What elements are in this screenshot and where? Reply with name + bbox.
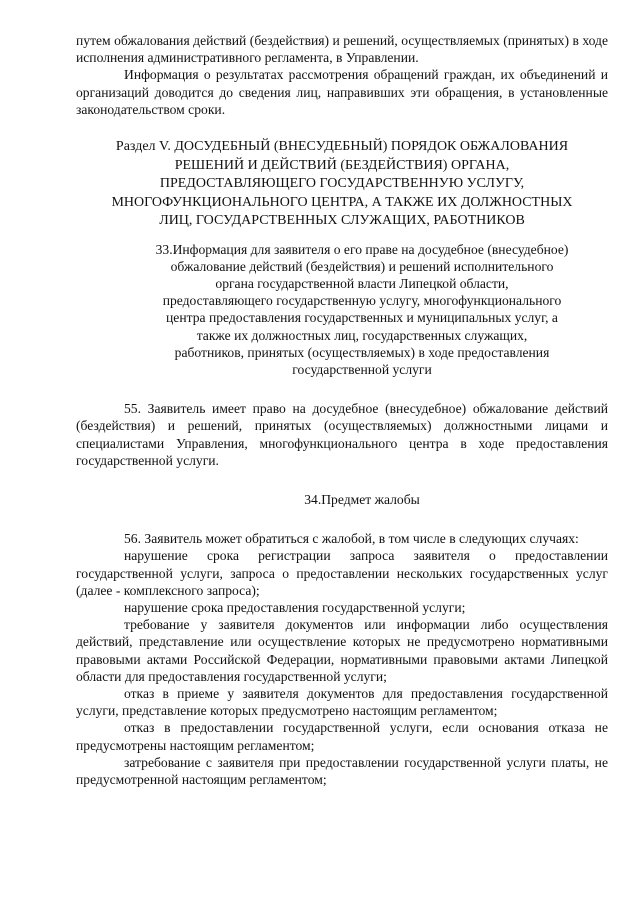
subsection-line: работников, принятых (осуществляемых) в ходе предоставления — [174, 344, 550, 360]
subsection-line: обжалование действий (бездействия) и решений исполнительного — [170, 258, 554, 274]
case-item: отказ в приеме у заявителя документов для предоставления государственной услуги, представление которых предусмотрено настоящим регламентом; — [76, 685, 608, 719]
case-item: отказ в предоставлении государственной услуги, если основания отказа не предусмотрены настоящим регламентом; — [76, 720, 608, 753]
paragraph-continuation: путем обжалования действий (бездействия) и решений, осуществляемых (принятых) в ходе исполнения административного регламента, в Управлении. — [76, 33, 608, 66]
section-title-line: ЛИЦ, ГОСУДАРСТВЕННЫХ СЛУЖАЩИХ, РАБОТНИКОВ — [159, 213, 525, 229]
case-item: нарушение срока предоставления государственной услуги; — [124, 599, 466, 615]
section-title-line: МНОГОФУНКЦИОНАЛЬНОГО ЦЕНТРА, А ТАКЖЕ ИХ ДОЛЖНОСТНЫХ — [111, 194, 573, 210]
subsection-line: государственной услуги — [292, 361, 432, 377]
case-item: затребование с заявителя при предоставлении государственной услуги платы, не предусмотренной настоящим регламентом; — [76, 754, 608, 787]
section-title-line: РЕШЕНИЙ И ДЕЙСТВИЙ (БЕЗДЕЙСТВИЯ) ОРГАНА, — [174, 157, 510, 173]
paragraph-56: 56. Заявитель может обратиться с жалобой, в том числе в следующих случаях: — [124, 531, 579, 547]
section-title-line: ПРЕДОСТАВЛЯЮЩЕГО ГОСУДАРСТВЕННУЮ УСЛУГУ, — [159, 176, 525, 192]
subsection-line: предоставляющего государственную услугу, многофункционального — [162, 293, 562, 309]
subsection-33-heading — [76, 241, 608, 379]
subsection-line: органа государственной власти Липецкой области, — [215, 275, 509, 291]
subsection-line: также их должностных лиц, государственных служащих, — [196, 327, 528, 343]
case-item: нарушение срока регистрации запроса заявителя о предоставлении государственной услуги, запроса о предоставлении нескольких государственных услуг (далее - комплексного запроса); — [76, 548, 608, 598]
subsection-34-heading: 34.Предмет жалобы — [304, 491, 420, 507]
section-v-title — [76, 138, 608, 231]
paragraph-information-results: Информация о результатах рассмотрения обращений граждан, их объединений и организаций доводится до сведения лиц, направивших эти обращения, в установленные законодательством сроки. — [76, 67, 608, 117]
subsection-line: 33.Информация для заявителя о его праве на досудебное (внесудебное) — [155, 241, 569, 257]
section-title-line: Раздел V. ДОСУДЕБНЫЙ (ВНЕСУДЕБНЫЙ) ПОРЯДОК ОБЖАЛОВАНИЯ — [115, 139, 569, 155]
subsection-line: центра предоставления государственных и муниципальных услуг, а — [166, 310, 558, 326]
case-item: требование у заявителя документов или информации либо осуществления действий, представление или осуществление которых не предусмотрено нормативными правовыми актами Российской Федерации, нормативными правовыми актами Липецкой области для предоставления государственной услуги; — [76, 617, 608, 684]
paragraph-55: 55. Заявитель имеет право на досудебное (внесудебное) обжалование действий (бездействия) и решений, принятых (осуществляемых) должностными лицами и специалистами Управления, многофункционального центра в ходе предоставления государственной услуги. — [76, 401, 608, 468]
